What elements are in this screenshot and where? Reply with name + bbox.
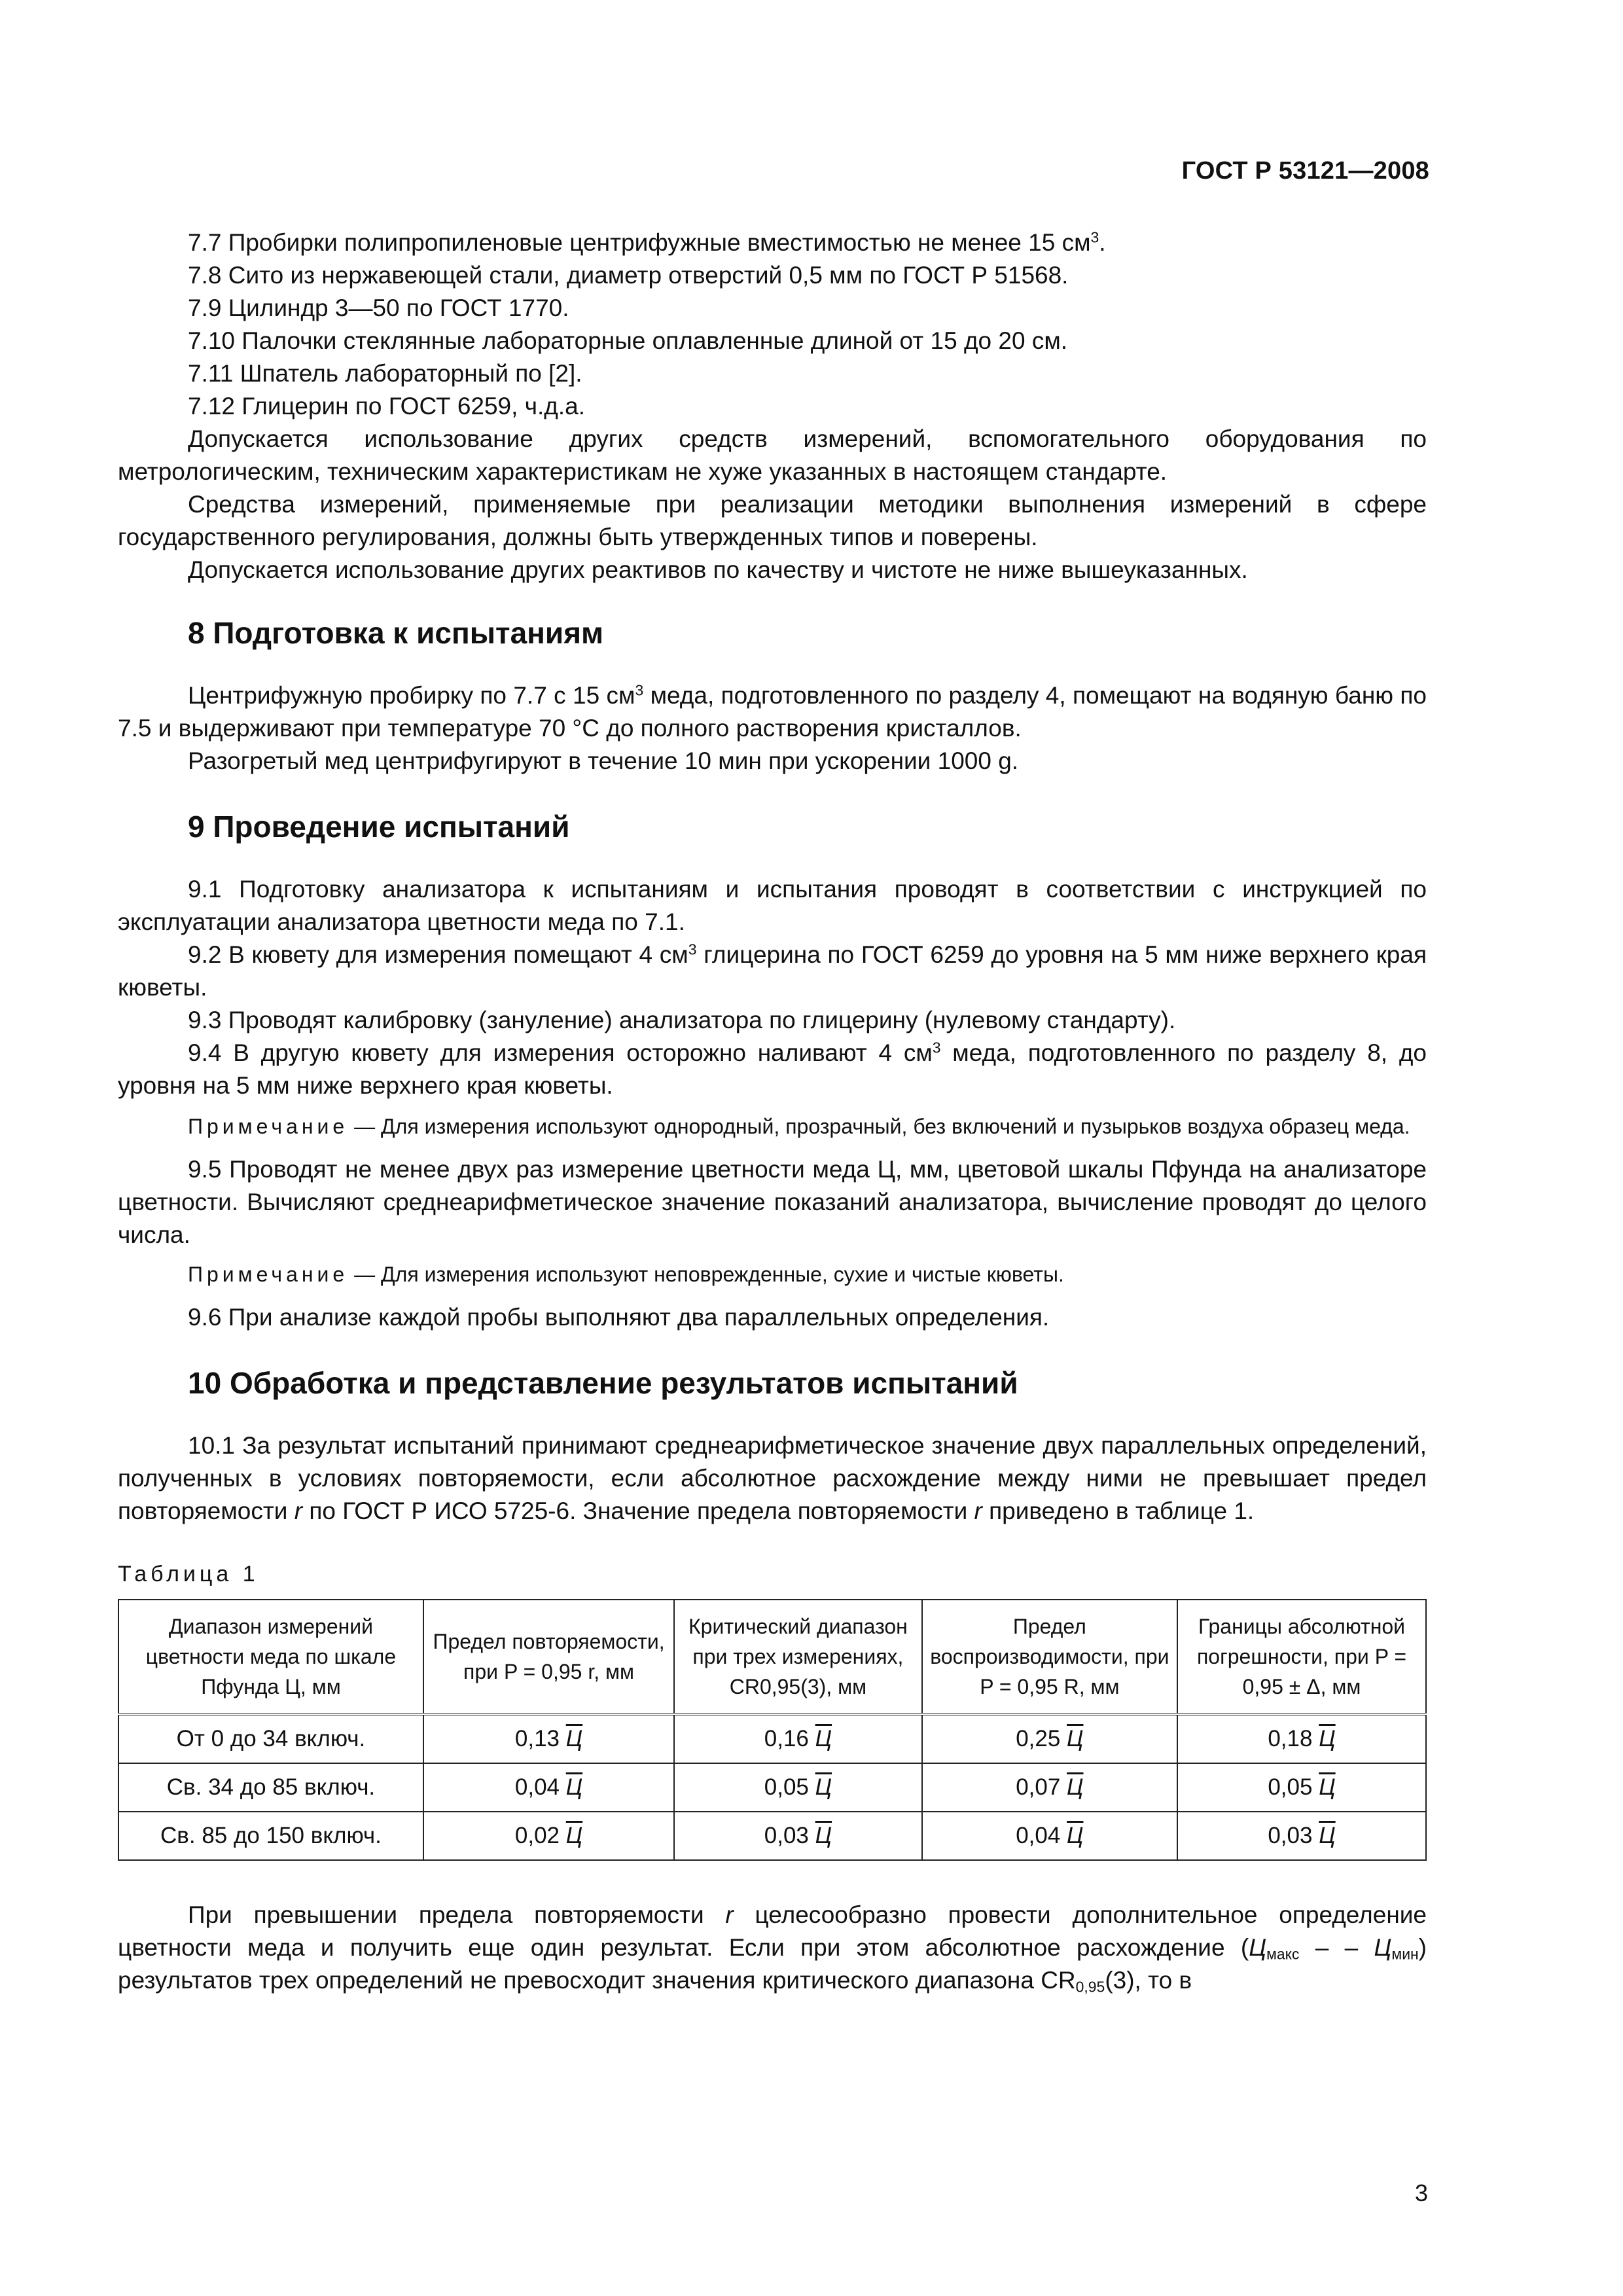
table-caption: Таблица 1 xyxy=(118,1562,259,1587)
cell-range: Св. 85 до 150 включ. xyxy=(118,1812,423,1860)
section9-para-9-2: 9.2 В кювету для измерения помещают 4 $см^3$ глицерина по ГОСТ 6259 до уровня на 5 мм ниже верхнего края кюветы. xyxy=(118,941,1427,1001)
section-9-title: 9 Проведение испытаний xyxy=(188,810,570,844)
cell-r: 0,13 Ц xyxy=(423,1714,674,1763)
cell-r: 0,04 Ц xyxy=(423,1763,674,1812)
note-1: Примечание — Для измерения используют однородный, прозрачный, без включений и пузырьков воздуха образец меда. xyxy=(188,1115,1410,1138)
item-7-12: 7.12 Глицерин по ГОСТ 6259, ч.д.а. xyxy=(188,393,585,420)
section8-para-2: Разогретый мед центрифугируют в течение 10 мин при ускорении 1000 g. xyxy=(188,747,1019,774)
table-row xyxy=(118,1714,1426,1763)
page-content xyxy=(118,226,1427,1997)
doc-header: ГОСТ Р 53121—2008 xyxy=(1181,157,1429,185)
table-header-critical-range: Критический диапазон при трех измерениях, CR0,95(3), мм xyxy=(674,1600,922,1714)
page-number: 3 xyxy=(1414,2179,1428,2206)
section-8-title: 8 Подготовка к испытаниям xyxy=(188,616,604,650)
cell-R: 0,04 Ц xyxy=(922,1812,1177,1860)
section7-para-2: Средства измерений, применяемые при реализации методики выполнения измерений в сфере государственного регулирования, должны быть утвержденных типов и поверены. xyxy=(118,491,1427,550)
after-table-para: При превышении предела повторяемости r целесообразно провести дополнительное определение цветности меда и получить еще один результат. Если при этом абсолютное расхождение ($Ц_{макс}$ – – $Ц_{мин}$) результатов трех определений не превосходит значения критического диапазона $CR_{0,95}(3)$, то в xyxy=(118,1901,1427,1996)
section-10-title: 10 Обработка и представление результатов испытаний xyxy=(188,1366,1018,1400)
cell-cr: 0,03 Ц xyxy=(674,1812,922,1860)
section10-para-10-1: 10.1 За результат испытаний принимают среднеарифметическое значение двух параллельных определений, полученных в условиях повторяемости, если абсолютное расхождение между ними не превышает предел повторяемости r по ГОСТ Р ИСО 5725-6. Значение предела повторяемости r приведено в таблице 1. xyxy=(118,1432,1427,1524)
section7-para-3: Допускается использование других реактивов по качеству и чистоте не ниже вышеуказанных. xyxy=(188,556,1248,583)
item-7-7: 7.7 Пробирки полипропиленовые центрифужные вместимостью не менее 15 $см^3$. xyxy=(188,228,1106,256)
table-header-error-bounds: Границы абсолютной погрешности, при P = 0,95 ± Δ, мм xyxy=(1177,1600,1426,1714)
table-row xyxy=(118,1812,1426,1860)
table-header-repeatability: Предел повторяемости, при P = 0,95 r, мм xyxy=(423,1600,674,1714)
table-header-reproducibility: Предел воспроизводимости, при P = 0,95 R, мм xyxy=(922,1600,1177,1714)
note-2: Примечание — Для измерения используют неповрежденные, сухие и чистые кюветы. xyxy=(188,1263,1064,1286)
table-row xyxy=(118,1763,1426,1812)
item-7-11: 7.11 Шпатель лабораторный по [2]. xyxy=(188,360,582,387)
cell-cr: 0,05 Ц xyxy=(674,1763,922,1812)
cell-cr: 0,16 Ц xyxy=(674,1714,922,1763)
table-header-row xyxy=(118,1600,1426,1714)
cell-R: 0,25 Ц xyxy=(922,1714,1177,1763)
cell-delta: 0,03 Ц xyxy=(1177,1812,1426,1860)
section8-para-1: Центрифужную пробирку по 7.7 с 15 $см^3$ меда, подготовленного по разделу 4, помещают на водяную баню по 7.5 и выдерживают при температуре 70 °С до полного растворения кристаллов. xyxy=(118,681,1427,742)
cell-r: 0,02 Ц xyxy=(423,1812,674,1860)
section9-para-9-5: 9.5 Проводят не менее двух раз измерение цветности меда Ц, мм, цветовой шкалы Пфунда на анализаторе цветности. Вычисляют среднеарифметическое значение показаний анализатора, вычисление проводят до целого числа. xyxy=(118,1156,1427,1248)
item-7-8: 7.8 Сито из нержавеющей стали, диаметр отверстий 0,5 мм по ГОСТ Р 51568. xyxy=(188,262,1069,289)
item-7-10: 7.10 Палочки стеклянные лабораторные оплавленные длиной от 15 до 20 см. xyxy=(188,327,1068,354)
item-7-9: 7.9 Цилиндр 3—50 по ГОСТ 1770. xyxy=(188,295,569,321)
section9-para-9-3: 9.3 Проводят калибровку (зануление) анализатора по глицерину (нулевому стандарту). xyxy=(188,1007,1176,1033)
cell-range: Св. 34 до 85 включ. xyxy=(118,1763,423,1812)
cell-delta: 0,18 Ц xyxy=(1177,1714,1426,1763)
section9-para-9-1: 9.1 Подготовку анализатора к испытаниям и испытания проводят в соответствии с инструкцией по эксплуатации анализатора цветности меда по 7.1. xyxy=(118,876,1427,935)
cell-delta: 0,05 Ц xyxy=(1177,1763,1426,1812)
cell-range: От 0 до 34 включ. xyxy=(118,1714,423,1763)
cell-R: 0,07 Ц xyxy=(922,1763,1177,1812)
section9-para-9-6: 9.6 При анализе каждой пробы выполняют два параллельных определения. xyxy=(188,1304,1050,1331)
section9-para-9-4: 9.4 В другую кювету для измерения осторожно наливают 4 $см^3$ меда, подготовленного по разделу 8, до уровня на 5 мм ниже верхнего края кюветы. xyxy=(118,1039,1427,1099)
table-1 xyxy=(118,1599,1427,1861)
table-header-range: Диапазон измерений цветности меда по шкале Пфунда Ц, мм xyxy=(118,1600,423,1714)
section7-para-1: Допускается использование других средств измерений, вспомогательного оборудования по метрологическим, техническим характеристикам не хуже указанных в настоящем стандарте. xyxy=(118,425,1427,485)
